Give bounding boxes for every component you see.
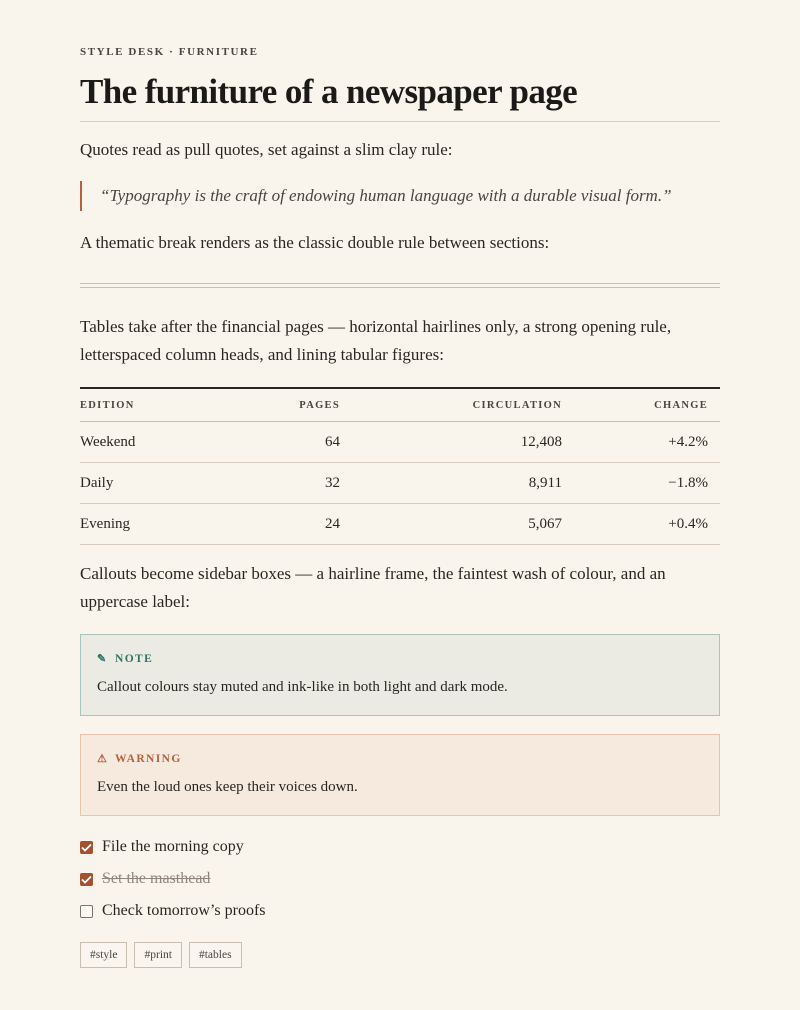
task-checkbox[interactable] — [80, 841, 93, 854]
column-header-pages: PAGES — [230, 388, 340, 422]
tag-tables[interactable]: #tables — [189, 942, 242, 968]
intro-quotes: Quotes read as pull quotes, set against a slim clay rule: — [80, 140, 453, 159]
task-checkbox[interactable] — [80, 905, 93, 918]
table-cell: Daily — [80, 463, 230, 504]
intro-tables: Tables take after the financial pages — horizontal hairlines only, a strong opening rule, letterspaced column heads, and lining tabular figures: — [80, 317, 672, 364]
warning-label — [97, 752, 182, 765]
data-table — [80, 387, 720, 545]
tag-list — [80, 942, 242, 968]
note-callout — [80, 634, 720, 716]
kicker: STYLE DESK · FURNITURE — [80, 46, 259, 58]
table-row — [80, 463, 720, 504]
note-label-text: NOTE — [115, 653, 154, 665]
task-item[interactable] — [80, 836, 244, 858]
table-cell: +4.2% — [562, 422, 720, 463]
table-cell: Weekend — [80, 422, 230, 463]
table-cell: −1.8% — [562, 463, 720, 504]
tag-style[interactable]: #style — [80, 942, 127, 968]
table-cell: +0.4% — [562, 504, 720, 545]
intro-break: A thematic break renders as the classic double rule between sections: — [80, 233, 550, 252]
warning-label-text: WARNING — [115, 753, 182, 765]
task-label: Set the masthead — [102, 870, 211, 887]
warning-icon: ⚠ — [97, 753, 109, 765]
table-row — [80, 422, 720, 463]
column-header-edition: EDITION — [80, 388, 230, 422]
task-item[interactable] — [80, 868, 210, 890]
pull-quote: “Typography is the craft of endowing human language with a durable visual form.” — [80, 181, 720, 211]
table-cell: 8,911 — [340, 463, 562, 504]
intro-callouts: Callouts become sidebar boxes — a hairline frame, the faintest wash of colour, and an uppercase label: — [80, 564, 666, 611]
task-item[interactable] — [80, 900, 266, 922]
note-label — [97, 652, 153, 665]
table-cell: 64 — [230, 422, 340, 463]
task-label: File the morning copy — [102, 838, 244, 855]
tag-print[interactable]: #print — [134, 942, 181, 968]
warning-text: Even the loud ones keep their voices down. — [97, 779, 358, 795]
table-header-row — [80, 388, 720, 422]
checkmark-icon — [81, 843, 92, 852]
checkmark-icon — [81, 875, 92, 884]
task-checkbox[interactable] — [80, 873, 93, 886]
task-label: Check tomorrow’s proofs — [102, 902, 266, 919]
table-cell: 5,067 — [340, 504, 562, 545]
column-header-change: CHANGE — [562, 388, 720, 422]
table-cell: Evening — [80, 504, 230, 545]
table-cell: 24 — [230, 504, 340, 545]
table-cell: 12,408 — [340, 422, 562, 463]
title-rule — [80, 121, 720, 122]
double-rule — [80, 283, 720, 288]
pencil-icon: ✎ — [97, 653, 108, 665]
warning-callout — [80, 734, 720, 816]
note-text: Callout colours stay muted and ink-like in both light and dark mode. — [97, 679, 508, 695]
table-cell: 32 — [230, 463, 340, 504]
column-header-circulation: CIRCULATION — [340, 388, 562, 422]
table-row — [80, 504, 720, 545]
page-title: The furniture of a newspaper page — [80, 72, 578, 111]
